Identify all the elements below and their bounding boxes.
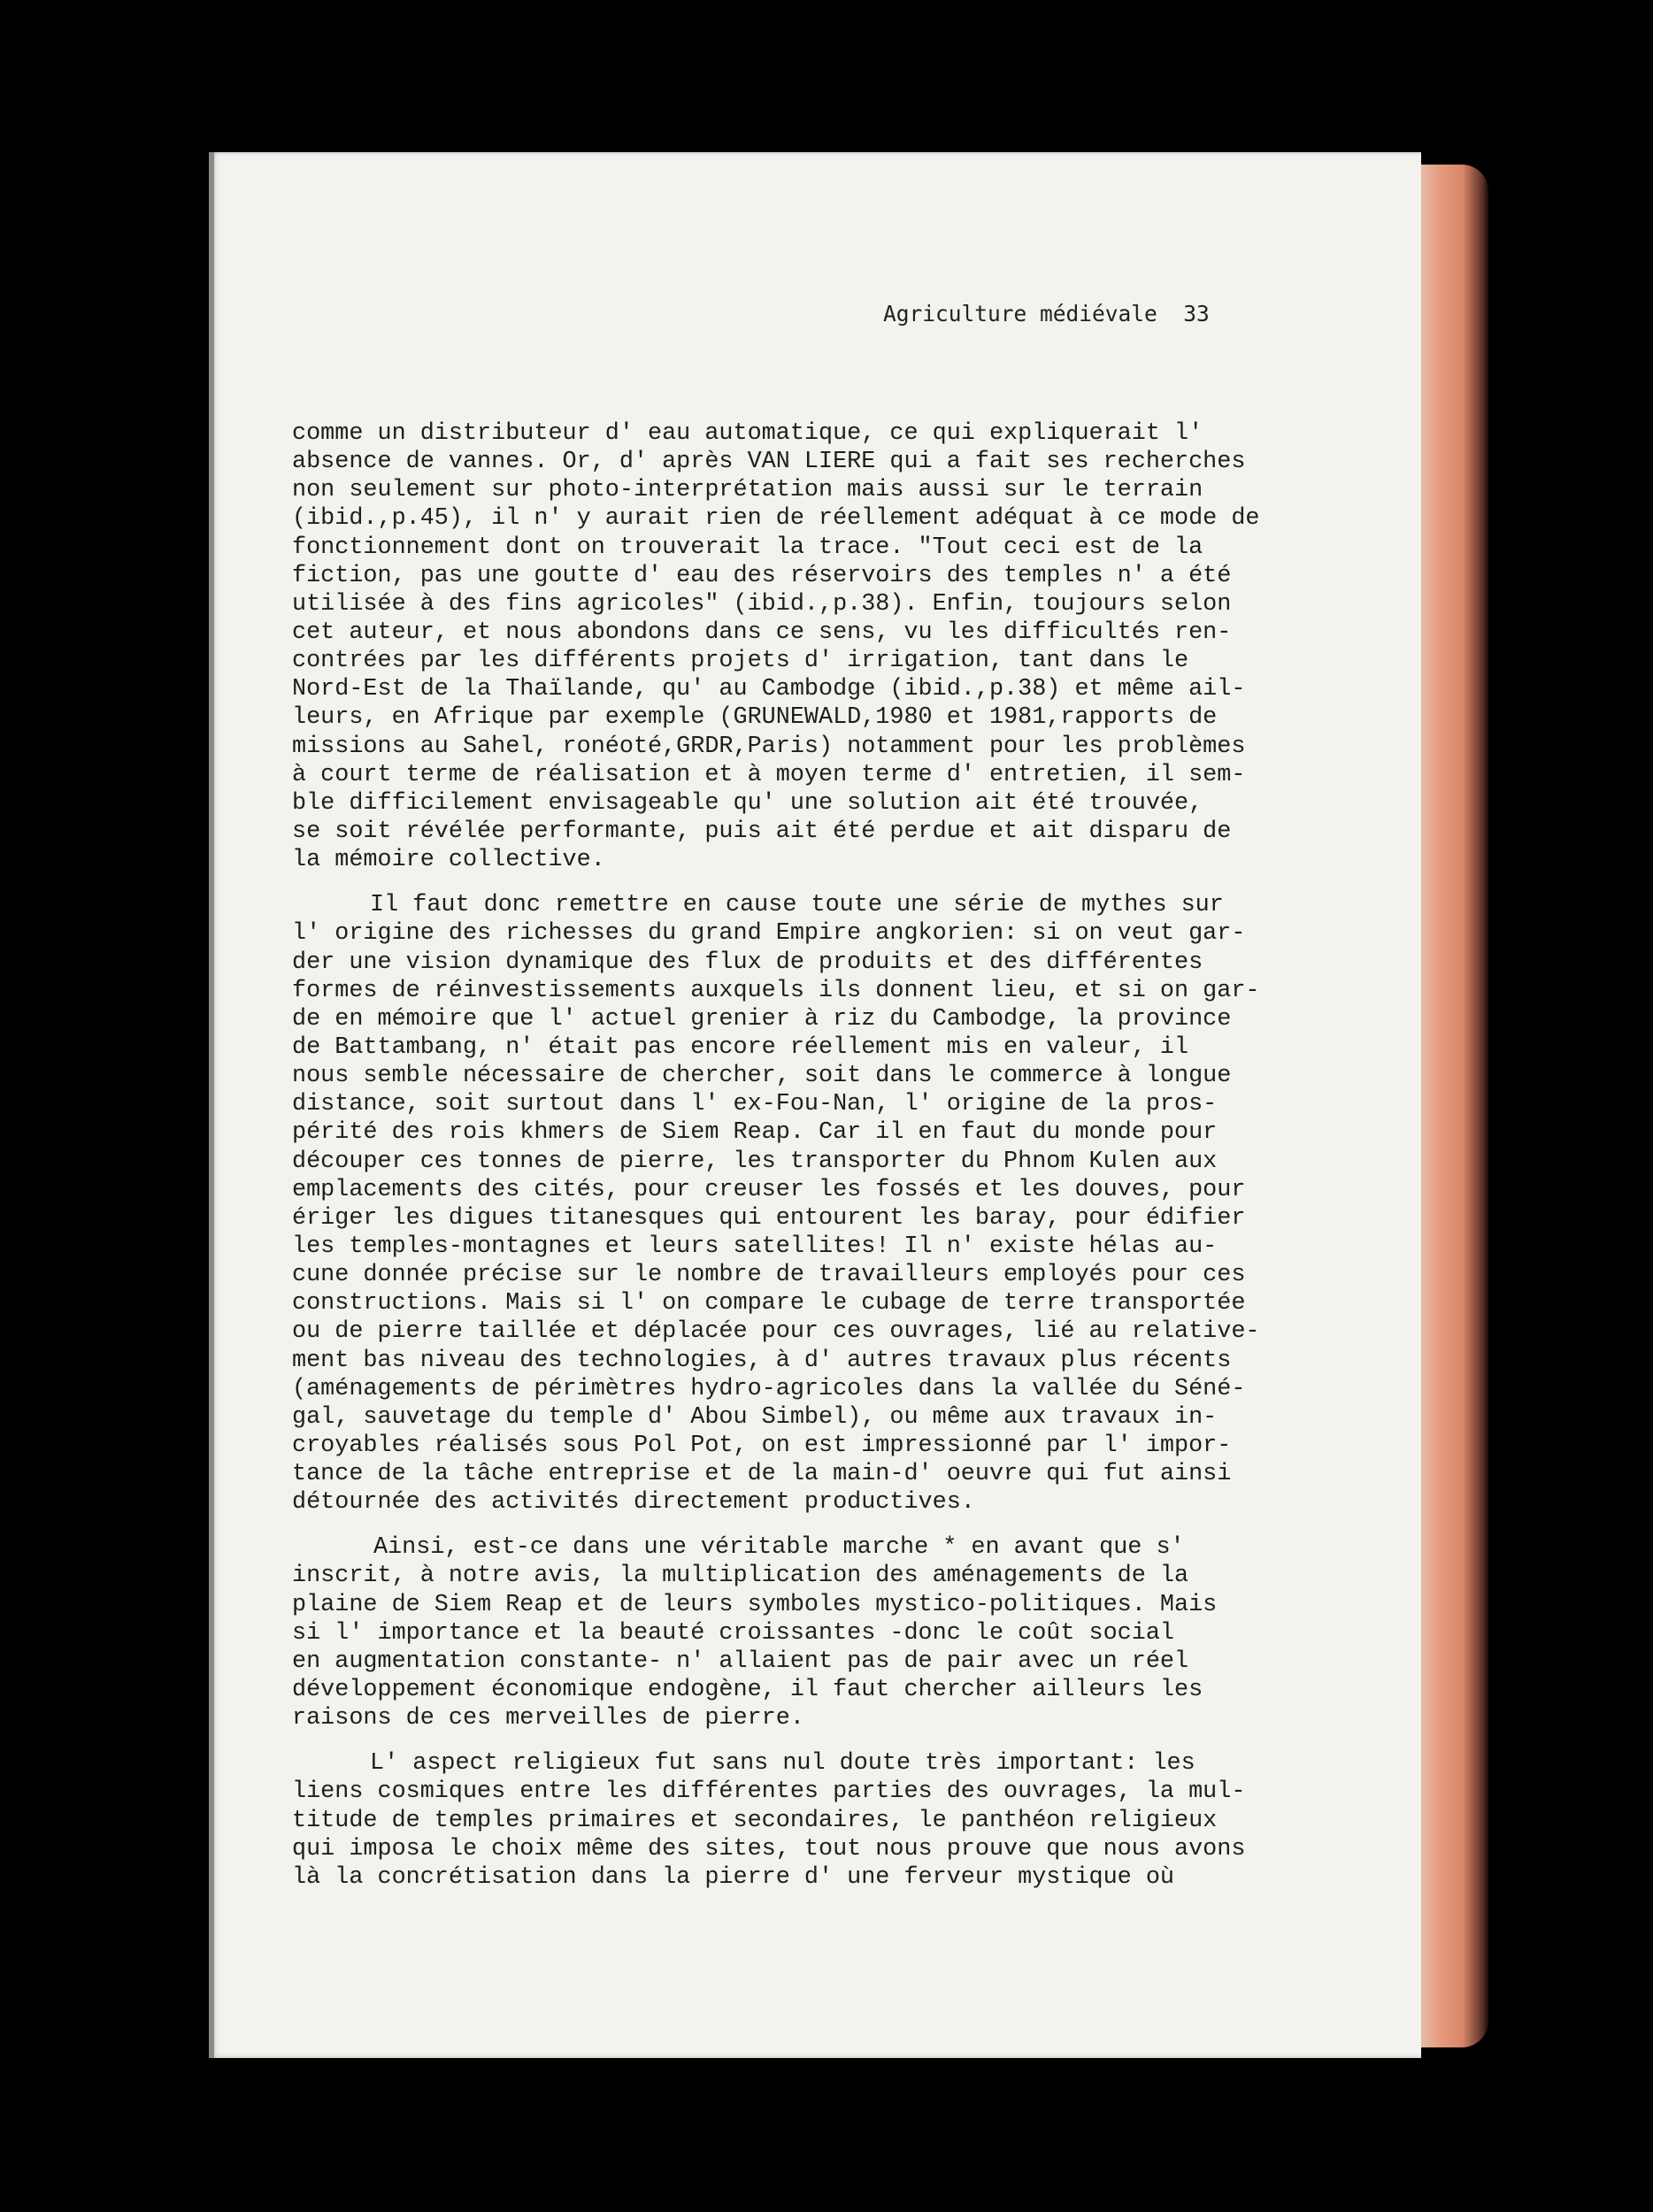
text-line: titude de temples primaires et secondaires, le panthéon religieux [292,1807,1218,1834]
text-line: ment bas niveau des technologies, à d' autres travaux plus récents [292,1347,1232,1374]
text-line: contrées par les différents projets d' irrigation, tant dans le [292,648,1189,675]
paragraph-3 [292,1533,1274,1732]
text-line: si l' importance et la beauté croissantes -donc le coût social [292,1619,1175,1647]
text-line: périté des rois khmers de Siem Reap. Car il en faut du monde pour [292,1119,1218,1147]
text-line: cune donnée précise sur le nombre de travailleurs employés pour ces [292,1262,1246,1289]
text-line: non seulement sur photo-interprétation mais aussi sur le terrain [292,477,1203,504]
text-line: ériger les digues titanesques qui entourent les baray, pour édifier [292,1204,1246,1232]
body-text [292,419,1274,1892]
running-head-title: Agriculture médiévale [883,301,1157,326]
text-line: constructions. Mais si l' on compare le cubage de terre transportée [292,1290,1246,1317]
text-line: fonctionnement dont on trouverait la trace. "Tout ceci est de la [292,534,1203,561]
text-line: leurs, en Afrique par exemple (GRUNEWALD,1980 et 1981,rapports de [292,704,1218,732]
page-block-edge [1416,165,1488,2047]
text-line: développement économique endogène, il faut chercher ailleurs les [292,1677,1203,1704]
text-line: en augmentation constante- n' allaient pas de pair avec un réel [292,1647,1189,1675]
text-line: missions au Sahel, ronéoté,GRDR,Paris) notamment pour les problèmes [292,733,1246,760]
text-line: se soit révélée performante, puis ait été perdue et ait disparu de [292,818,1232,845]
text-line: gal, sauvetage du temple d' Abou Simbel), ou même aux travaux in- [292,1403,1218,1431]
text-line: ble difficilement envisageable qu' une solution ait été trouvée, [292,789,1203,817]
text-line: croyables réalisés sous Pol Pot, on est impressionné par l' impor- [292,1432,1232,1459]
paragraph-4 [292,1749,1274,1892]
text-line: inscrit, à notre avis, la multiplication des aménagements de la [292,1563,1189,1590]
text-line: Ainsi, est-ce dans une véritable marche * en avant que s' [373,1534,1185,1562]
text-line: formes de réinvestissements auxquels ils donnent lieu, et si on gar- [292,977,1260,1004]
text-line: raisons de ces merveilles de pierre. [292,1705,804,1732]
text-line: tance de la tâche entreprise et de la main-d' oeuvre qui fut ainsi [292,1461,1232,1488]
text-line: distance, soit surtout dans l' ex-Fou-Nan, l' origine de la pros- [292,1091,1218,1118]
text-line: là la concrétisation dans la pierre d' une ferveur mystique où [292,1863,1175,1891]
text-line: nous semble nécessaire de chercher, soit dans le commerce à longue [292,1063,1232,1090]
text-line: fiction, pas une goutte d' eau des réservoirs des temples n' a été [292,562,1232,589]
text-line: emplacements des cités, pour creuser les fossés et les douves, pour [292,1176,1246,1203]
text-line: détournée des activités directement productives. [292,1489,975,1517]
text-line: de en mémoire que l' actuel grenier à riz du Cambodge, la province [292,1005,1232,1033]
text-line: utilisée à des fins agricoles" (ibid.,p.38). Enfin, toujours selon [292,590,1232,618]
text-line: découper ces tonnes de pierre, les transporter du Phnom Kulen aux [292,1148,1218,1175]
text-line: à court terme de réalisation et à moyen terme d' entretien, il sem- [292,761,1246,788]
text-line: absence de vannes. Or, d' après VAN LIERE qui a fait ses recherches [292,449,1246,476]
paragraph-1 [292,419,1274,874]
running-head [883,301,1272,326]
text-line: (aménagements de périmètres hydro-agricoles dans la vallée du Séné- [292,1375,1246,1402]
text-line: L' aspect religieux fut sans nul doute très important: les [370,1750,1196,1778]
text-line: der une vision dynamique des flux de produits et des différentes [292,949,1203,976]
binding-shadow [209,152,214,2058]
text-line: ou de pierre taillée et déplacée pour ces ouvrages, lié au relative- [292,1318,1260,1346]
text-line: liens cosmiques entre les différentes parties des ouvrages, la mul- [292,1778,1246,1806]
text-line: de Battambang, n' était pas encore réellement mis en valeur, il [292,1033,1189,1061]
text-line: l' origine des richesses du grand Empire angkorien: si on veut gar- [292,920,1246,948]
text-line: comme un distributeur d' eau automatique, ce qui expliquerait l' [292,420,1203,447]
text-line: Il faut donc remettre en cause toute une série de mythes sur [370,892,1224,919]
text-line: plaine de Siem Reap et de leurs symboles mystico-politiques. Mais [292,1591,1218,1618]
paragraph-2 [292,891,1274,1517]
text-line: (ibid.,p.45), il n' y aurait rien de réellement adéquat à ce mode de [292,505,1260,533]
text-line: la mémoire collective. [292,847,605,874]
text-line: les temples-montagnes et leurs satellites! Il n' existe hélas au- [292,1233,1218,1260]
page-number: 33 [1183,301,1210,326]
text-line: cet auteur, et nous abondons dans ce sens, vu les difficultés ren- [292,618,1232,646]
text-line: qui imposa le choix même des sites, tout nous prouve que nous avons [292,1835,1246,1863]
text-line: Nord-Est de la Thaïlande, qu' au Cambodge (ibid.,p.38) et même ail- [292,676,1246,703]
